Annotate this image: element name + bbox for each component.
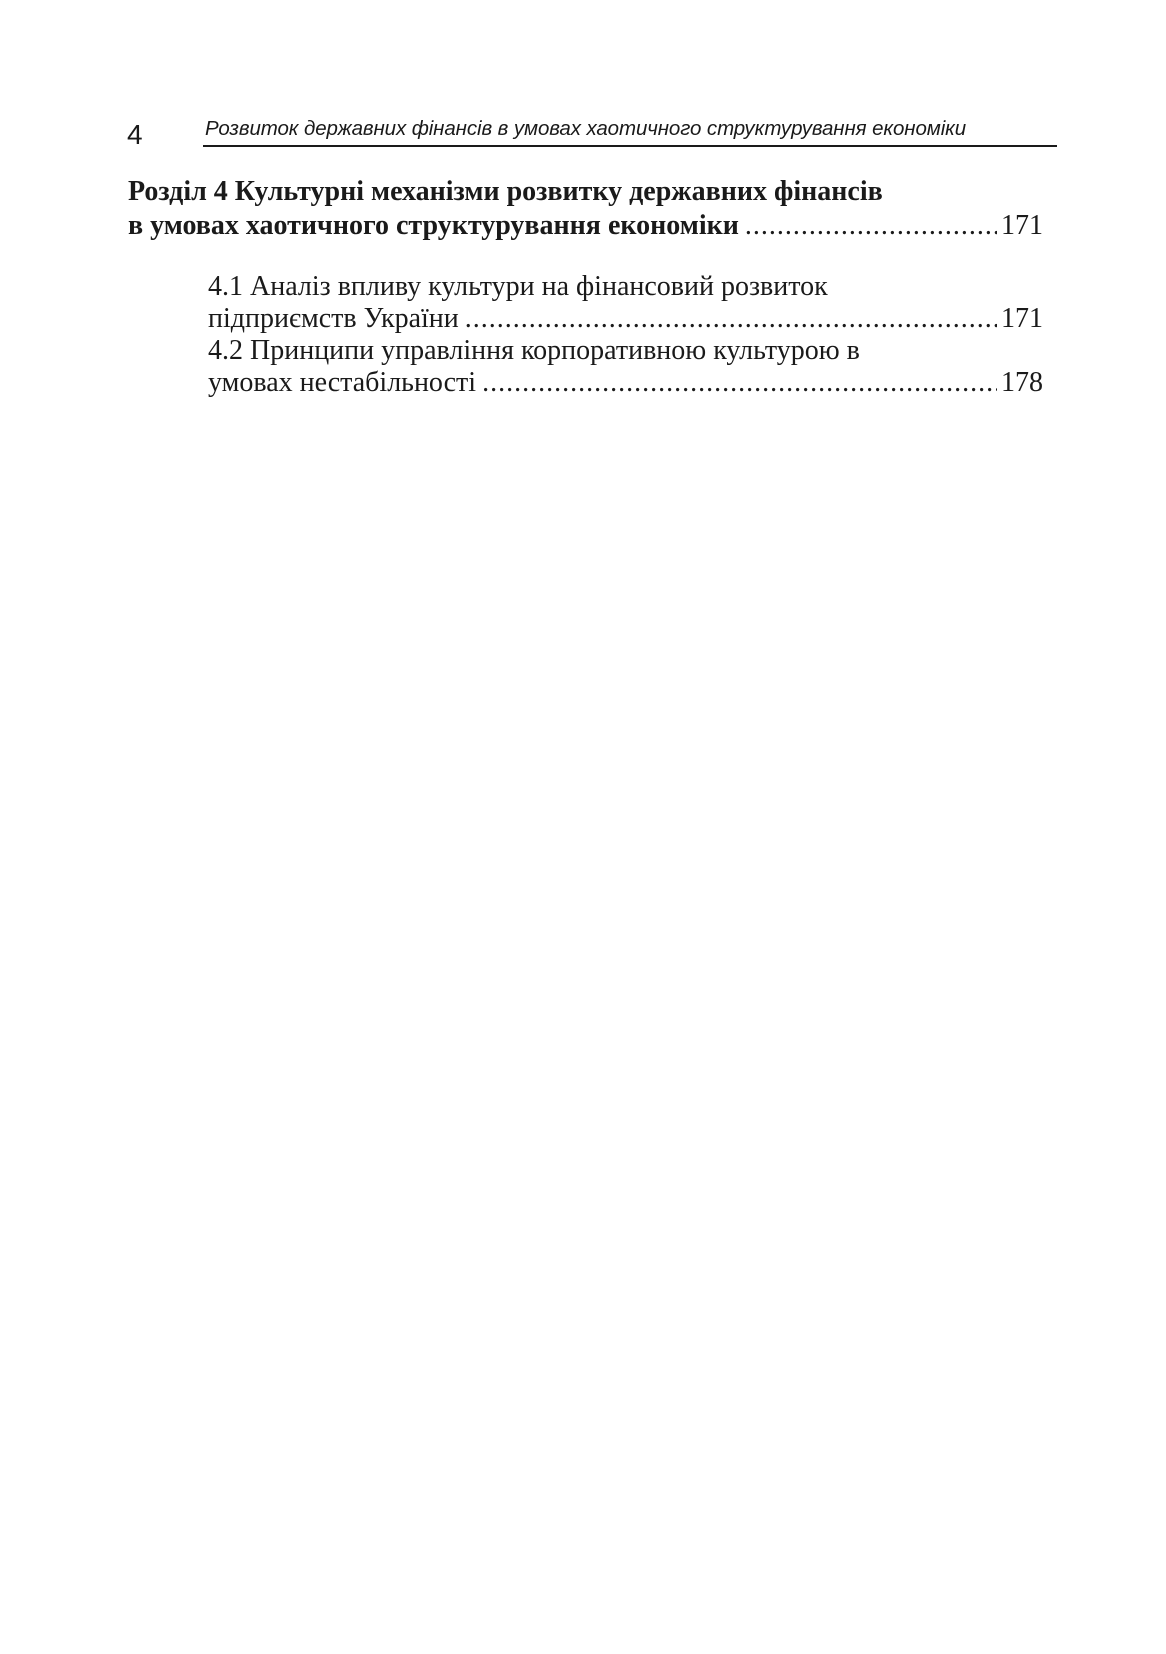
page-number: 4 xyxy=(127,119,143,150)
toc-chapter-page: 171 xyxy=(1001,210,1043,241)
toc-section-page: 178 xyxy=(1001,367,1043,398)
running-title: Розвиток державних фінансів в умовах хаотичного структурування економіки xyxy=(205,117,967,140)
toc-section-page: 171 xyxy=(1001,303,1043,334)
toc-chapter-entry[interactable] xyxy=(128,175,1043,243)
header-rule xyxy=(203,145,1057,147)
toc-chapter-title-line1: Розділ 4 Культурні механізми розвитку державних фінансів xyxy=(128,176,883,207)
toc-section-title-line2-row xyxy=(208,303,1043,335)
dot-leader xyxy=(465,303,997,335)
toc-section-title-line2: умовах нестабільності xyxy=(208,367,477,398)
toc-chapter-title-line2-row xyxy=(128,209,1043,243)
toc-section-title-line2: підприємств України xyxy=(208,303,459,334)
table-of-contents xyxy=(128,175,1043,399)
toc-section-title-line1: 4.2 Принципи управління корпоративною культурою в xyxy=(208,335,860,366)
toc-section-title-line2-row xyxy=(208,367,1043,399)
dot-leader xyxy=(745,209,997,243)
dot-leader xyxy=(482,367,997,399)
toc-section-title-line1: 4.1 Аналіз впливу культури на фінансовий розвиток xyxy=(208,271,828,302)
toc-section-entry[interactable] xyxy=(208,271,1043,335)
toc-chapter-title-line2: в умовах хаотичного структурування економіки xyxy=(128,210,739,241)
page-header xyxy=(125,112,1057,152)
toc-section-entry[interactable] xyxy=(208,335,1043,399)
